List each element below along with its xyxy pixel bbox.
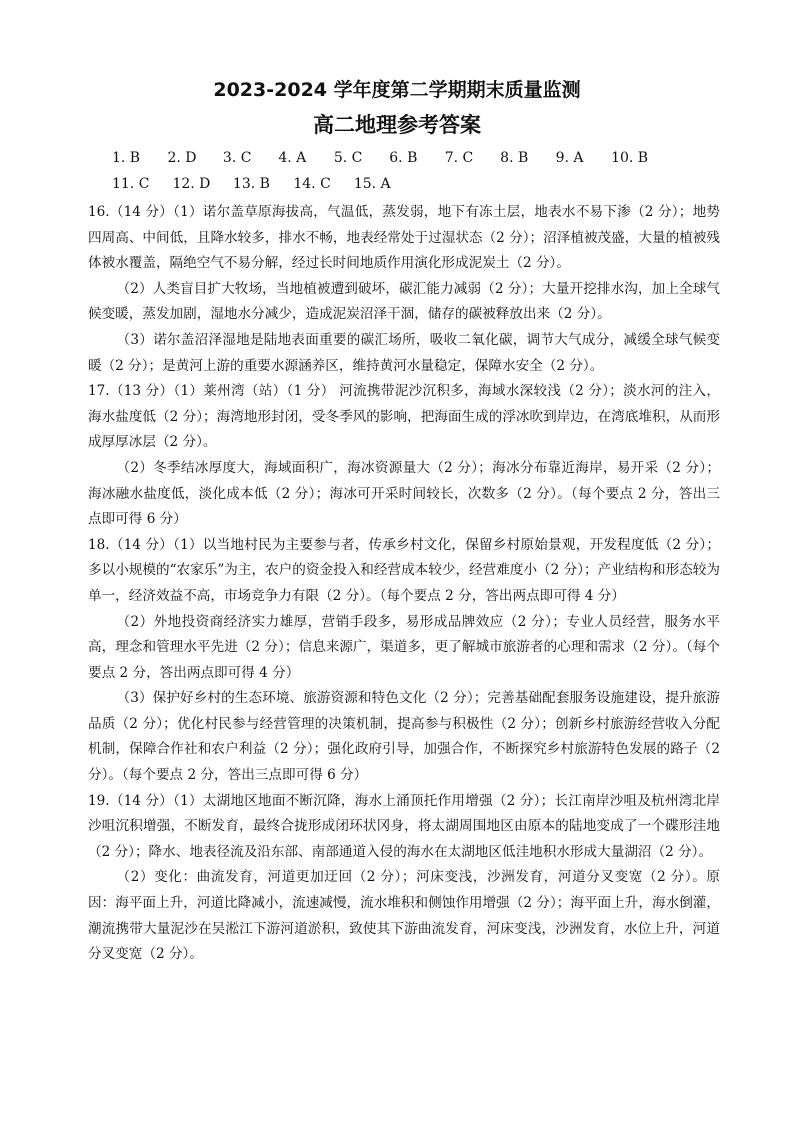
mcq-answer: 6. B (389, 150, 418, 166)
answer-q16-part1: 16.（14 分）（1）诺尔盖草原海拔高，气温低，蒸发弱，地下有冻土层，地表水不易下渗（2 分）；地势四周高、中间低，且降水较多，排水不畅，地表经常处于过湿状态（2 分）；沼泽植被茂盛，大量的植被残体被水覆盖，隔绝空气不易分解，经过长时间地质作用演化形成泥炭土（2 分）。 (88, 204, 720, 272)
answer-q17-part2: （2）冬季结冰厚度大，海域面积广，海冰资源量大（2 分）；海冰分布靠近海岸，易开采（2 分）；海冰融水盐度低，淡化成本低（2 分）；海冰可开采时间较长，次数多（2 分）。（每个要点 2 分，答出三点即可得 6 分） (88, 459, 720, 528)
mcq-answer: 7. C (444, 150, 474, 166)
answer-q18-part1: 18.（14 分）（1）以当地村民为主要参与者，传承乡村文化，保留乡村原始景观，开发程度低（2 分）；多以小规模的“农家乐”为主，农户的资金投入和经营成本较少，经营难度小（2 分）；产业结构和形态较为单一，经济效益不高，市场竞争力有限（2 分）。（每个要点 2 分，答出两点即可得 4 分） (88, 536, 720, 604)
mcq-answers-row-2 (112, 174, 410, 194)
mcq-answer: 2. D (167, 150, 197, 166)
document-subtitle: 高二地理参考答案 (313, 113, 481, 137)
mcq-answer: 8. B (500, 150, 529, 166)
mcq-answer: 4. A (278, 150, 307, 166)
mcq-answer: 5. C (333, 150, 363, 166)
mcq-answer: 12. D (172, 176, 211, 192)
mcq-answer: 14. C (293, 176, 331, 192)
mcq-answer: 13. B (232, 176, 270, 192)
mcq-answer: 9. A (555, 150, 584, 166)
document-title: 2023-2024 学年度第二学期期末质量监测 (213, 79, 581, 101)
answer-q18-part2: （2）外地投资商经济实力雄厚，营销手段多，易形成品牌效应（2 分）；专业人员经营，服务水平高，理念和管理水平先进（2 分）；信息来源广，渠道多，更了解城市旅游者的心理和需求（2 分）。（每个要点 2 分，答出两点即可得 4 分） (88, 613, 720, 681)
answer-q19-part1: 19.（14 分）（1）太湖地区地面不断沉降，海水上涌顶托作用增强（2 分）；长江南岸沙咀及杭州湾北岸沙咀沉积增强，不断发育，最终合拢形成闭环状冈身，将太湖周围地区由原本的陆地变成了一个碟形洼地（2 分）；降水、地表径流及沿东部、南部通道入侵的海水在太湖地区低洼地积水形成大量湖沼（2 分）。 (88, 792, 720, 860)
answer-q16-part3: （3）诺尔盖沼泽湿地是陆地表面重要的碳汇场所，吸收二氧化碳，调节大气成分，减缓全球气候变暖（2 分）；是黄河上游的重要水源涵养区，维持黄河水量稳定，保障水安全（2 分）。 (88, 331, 720, 374)
answer-q17-part1: 17.（13 分）（1）莱州湾（站）（1 分） 河流携带泥沙沉积多，海域水深较浅（2 分）；淡水河的注入，海水盐度低（2 分）；海湾地形封闭，受冬季风的影响，把海面生成的浮冰吹到岸边，在湾底堆积，从而形成厚厚冰层（2 分）。 (88, 383, 720, 451)
answer-q18-part3: （3）保护好乡村的生态环境、旅游资源和特色文化（2 分）；完善基础配套服务设施建设，提升旅游品质（2 分）；优化村民参与经营管理的决策机制，提高参与积极性（2 分）；创新乡村旅游经营收入分配机制，保障合作社和农户利益（2 分）；强化政府引导，加强合作，不断探究乡村旅游特色发展的路子（2 分）。（每个要点 2 分，答出三点即可得 6 分） (88, 690, 720, 784)
mcq-answer: 3. C (222, 150, 252, 166)
mcq-answer: 1. B (112, 150, 141, 166)
mcq-answers-row-1 (112, 148, 662, 168)
answer-q19-part2: （2）变化：曲流发育，河道更加迂回（2 分）；河床变浅，沙洲发育，河道分叉变宽（2 分）。原因：海平面上升，河道比降减小，流速减慢，流水堆积和侧蚀作用增强（2 分）；海平面上升，海水倒灌，潮流携带大量泥沙在吴淞江下游河道淤积，致使其下游曲流发育，河床变浅，沙洲发育，水位上升，河道分叉变宽（2 分）。 (88, 869, 720, 963)
answer-q16-part2: （2）人类盲目扩大牧场，当地植被遭到破坏，碳汇能力减弱（2 分）；大量开挖排水沟，加上全球气候变暖，蒸发加剧，湿地水分减少，造成泥炭沼泽干涸，储存的碳被释放出来（2 分）。 (88, 280, 720, 323)
answer-body (88, 200, 720, 968)
mcq-answer: 10. B (611, 150, 649, 166)
mcq-answer: 11. C (112, 176, 150, 192)
mcq-answer: 15. A (353, 176, 391, 192)
